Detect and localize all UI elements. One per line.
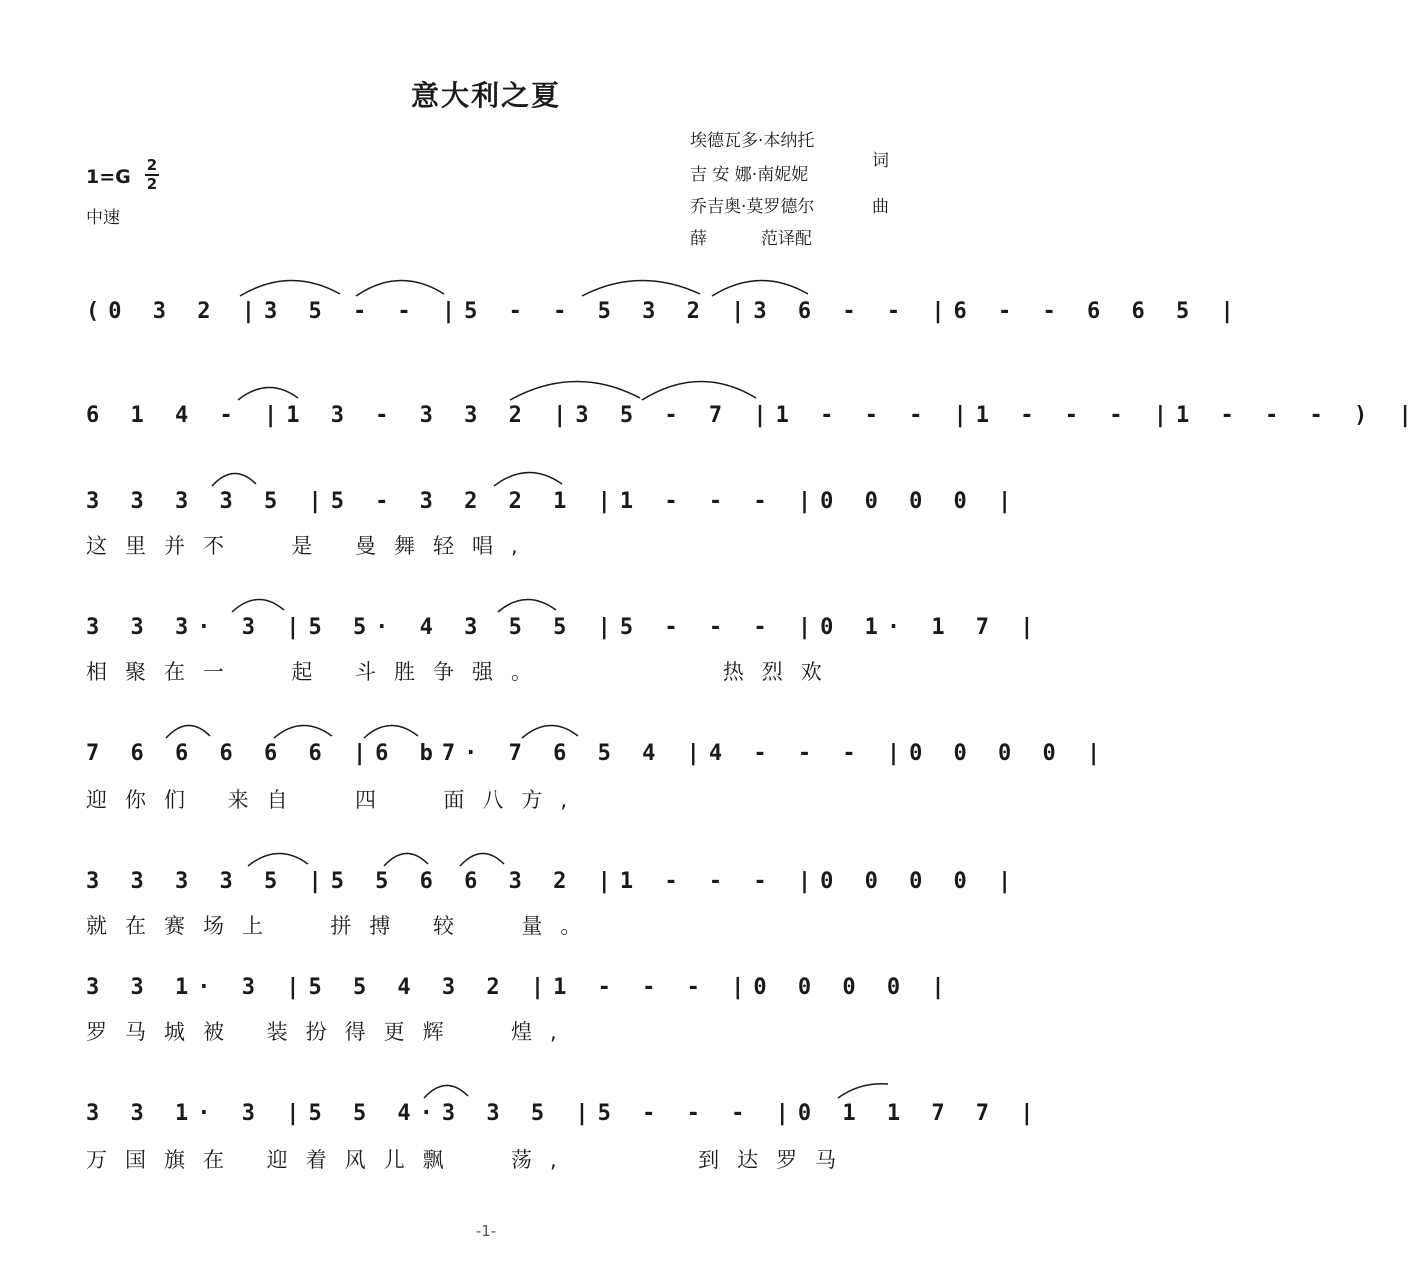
key-signature: 1=G [86,166,131,188]
slur [582,280,700,296]
slur [166,725,210,738]
slur [238,387,298,400]
slur [494,472,562,486]
staff-line-4-lyrics: 相聚在一 起 斗胜争强。 热烈欢 [86,660,840,684]
staff-line-8-notes: 3 3 1· 3 |5 5 4·3 3 5 |5 - - - |0 1 1 7 7 | [86,1101,1043,1126]
time-sig-top: 2 [146,156,158,174]
staff-line-4-notes: 3 3 3· 3 |5 5· 4 3 5 5 |5 - - - |0 1· 1 7 | [86,615,1043,640]
lyricist-name-2: 吉 安 娜·南妮妮 [690,165,809,185]
translator-name: 薛 范译配 [690,229,813,249]
lyricist-role: 词 [872,151,889,171]
staff-line-6-notes: 3 3 3 3 5 |5 5 6 6 3 2 |1 - - - |0 0 0 0 | [86,869,1021,894]
slur [838,1084,888,1098]
slur [424,1085,468,1098]
lyricist-name-1: 埃德瓦多·本纳托 [690,131,815,151]
slur [712,280,808,296]
staff-line-7-notes: 3 3 1· 3 |5 5 4 3 2 |1 - - - |0 0 0 0 | [86,975,954,1000]
slur [460,853,504,866]
staff-line-1-notes: (0 3 2 |3 5 - - |5 - - 5 3 2 |3 6 - - |6 - - 6 6 5 | [86,299,1243,324]
time-sig-bottom: 2 [146,175,158,193]
slur [522,725,578,738]
slur [384,853,428,866]
page-number: -1- [475,1222,497,1240]
page-title: 意大利之夏 [410,79,561,112]
staff-line-3-lyrics: 这里并不 是 曼舞轻唱, [86,534,536,558]
slur [212,473,256,486]
slur [356,280,444,296]
slur [364,725,418,738]
staff-line-5-lyrics: 迎你们 来自 四 面八方, [86,788,586,812]
staff-line-8-lyrics: 万国旗在 迎着风儿飘 荡, 到达罗马 [86,1148,855,1172]
slur [240,280,340,296]
staff-line-3-notes: 3 3 3 3 5 |5 - 3 2 2 1 |1 - - - |0 0 0 0 | [86,489,1021,514]
slur [274,725,332,738]
composer-name: 乔吉奥·莫罗德尔 [690,197,815,217]
slur [232,599,284,612]
staff-line-7-lyrics: 罗马城被 装扮得更辉 煌, [86,1020,575,1044]
composer-role: 曲 [872,197,889,217]
slur [248,853,308,866]
slur [498,599,556,612]
staff-line-2-notes: 6 1 4 - |1 3 - 3 3 2 |3 5 - 7 |1 - - - |1 - - - |1 - - - ) | [86,403,1421,428]
tempo-marking: 中速 [86,208,120,228]
staff-line-6-lyrics: 就在赛场上 拼搏 较 量。 [86,914,600,938]
staff-line-5-notes: 7 6 6 6 6 6 |6 b7· 7 6 5 4 |4 - - - |0 0 0 0 | [86,741,1110,766]
slur [642,381,756,400]
slur [510,381,640,400]
